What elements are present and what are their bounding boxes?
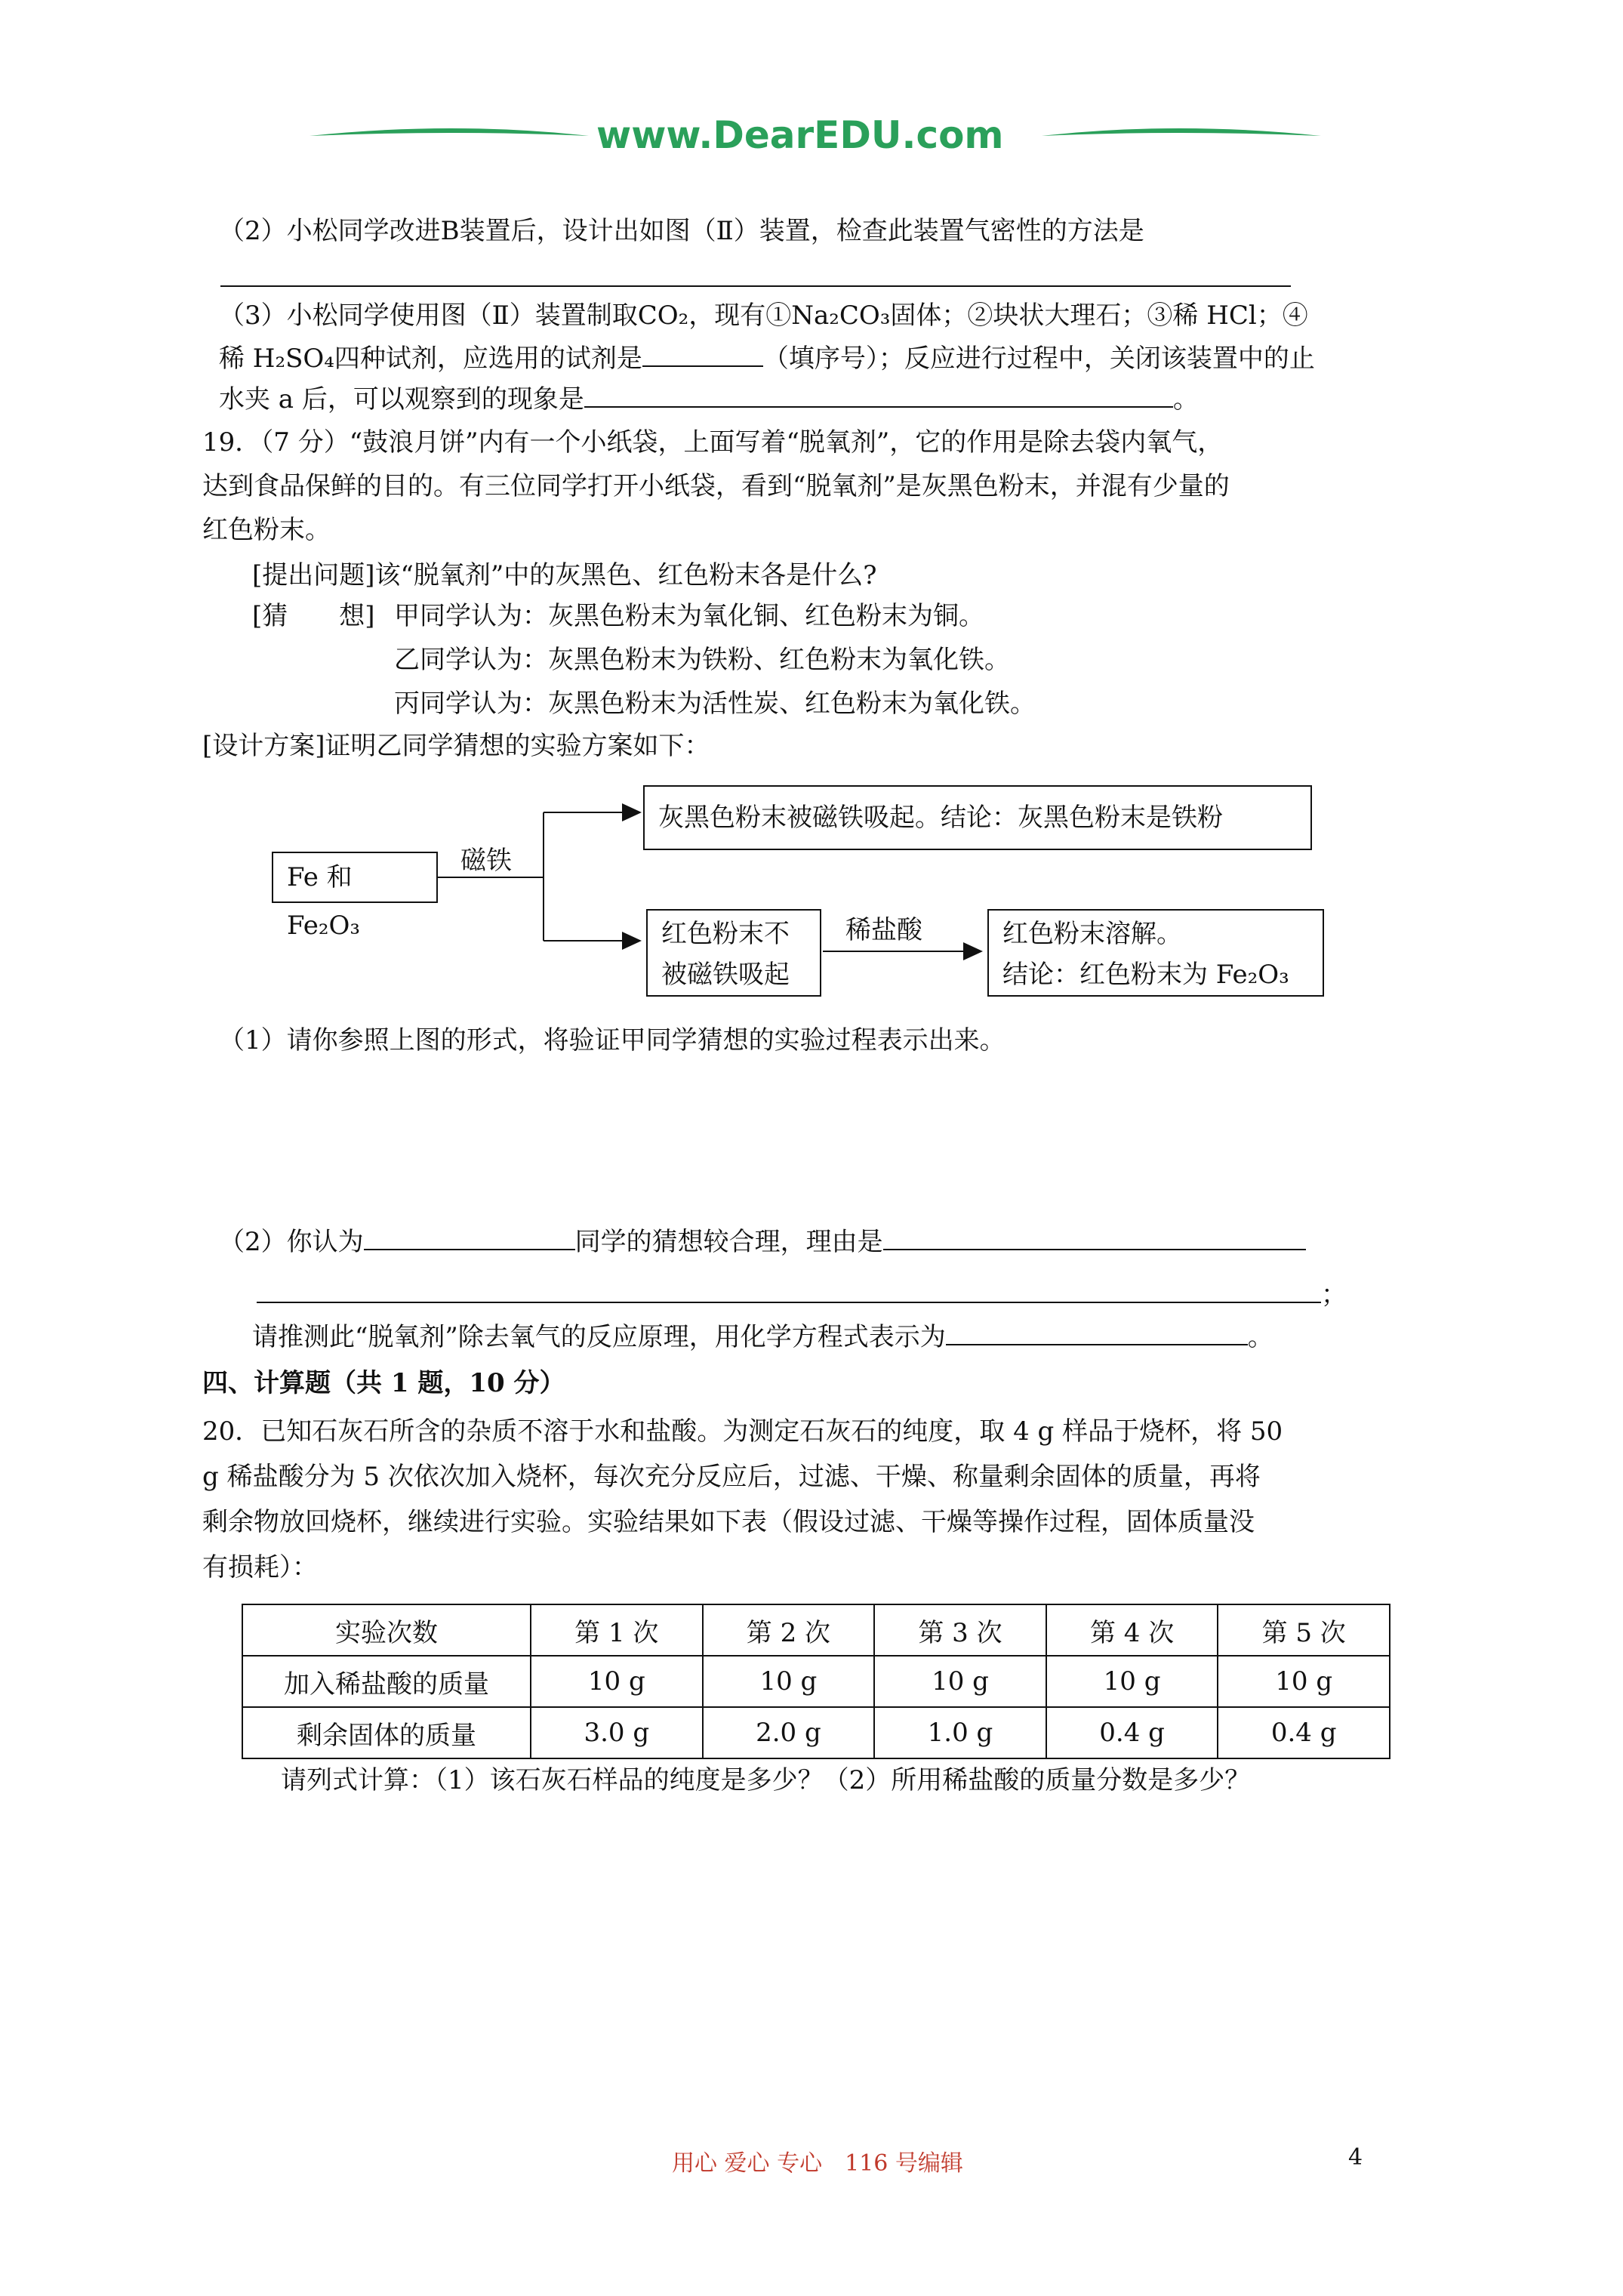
flow-bottom-line2: 被磁铁吸起 — [661, 960, 790, 990]
table-header-cell: 实验次数 — [242, 1604, 531, 1656]
flow-bottom-box — [646, 909, 821, 997]
flow-result-box — [987, 909, 1324, 997]
blank-reason-cont — [257, 1276, 1321, 1303]
flow-result-line1: 红色粉末溶解。 — [1002, 919, 1182, 949]
blank-equation — [946, 1318, 1248, 1345]
flow-result-line2: 结论：红色粉末为 Fe₂O₃ — [1002, 960, 1289, 990]
q20-ask: 请列式计算：（1）该石灰石样品的纯度是多少？（2）所用稀盐酸的质量分数是多少？ — [281, 1765, 1251, 1795]
q19-guess-c: 丙同学认为：灰黑色粉末为活性炭、红色粉末为氧化铁。 — [394, 689, 1036, 719]
q20-line1: 20．已知石灰石所含的杂质不溶于水和盐酸。为测定石灰石的纯度，取 4 g 样品于烧杯，将 50 — [202, 1416, 1283, 1447]
table-header-cell: 第 3 次 — [874, 1604, 1046, 1656]
table-cell: 10 g — [1218, 1656, 1390, 1707]
q19-guess-a: 甲同学认为：灰黑色粉末为氧化铜、红色粉末为铜。 — [394, 601, 984, 631]
q19-sub3: 请推测此“脱氧剂”除去氧气的反应原理，用化学方程式表示为 。 — [252, 1318, 1273, 1354]
q19-line3: 红色粉末。 — [202, 515, 331, 545]
table-cell: 10 g — [874, 1656, 1046, 1707]
q19-guess-label: [猜 想] — [252, 601, 375, 631]
table-cell: 10 g — [703, 1656, 875, 1707]
table-row — [242, 1656, 1390, 1707]
q19-sub1: （1）请你参照上图的形式，将验证甲同学猜想的实验过程表示出来。 — [219, 1025, 1006, 1056]
q19-sub2: （2）你认为 同学的猜想较合理，理由是 — [219, 1223, 1306, 1259]
table-cell: 0.4 g — [1046, 1707, 1218, 1758]
page-number: 4 — [1348, 2144, 1363, 2171]
table-row — [242, 1707, 1390, 1758]
section-title: 四、计算题（共 1 题，10 分） — [202, 1368, 565, 1398]
flow-top-box: 灰黑色粉末被磁铁吸起。结论：灰黑色粉末是铁粉 — [643, 785, 1312, 850]
table-header-cell: 第 5 次 — [1218, 1604, 1390, 1656]
table-cell: 10 g — [531, 1656, 703, 1707]
table-cell: 3.0 g — [531, 1707, 703, 1758]
q19-guess-b: 乙同学认为：灰黑色粉末为铁粉、红色粉末为氧化铁。 — [394, 645, 1010, 675]
flow-start-box: Fe 和 Fe₂O₃ — [272, 852, 438, 903]
table-cell: 1.0 g — [874, 1707, 1046, 1758]
results-table — [242, 1604, 1390, 1759]
flow-acid-label: 稀盐酸 — [845, 915, 922, 945]
table-cell: 剩余固体的质量 — [242, 1707, 531, 1758]
site-banner: www.DearEDU.com — [596, 113, 1004, 157]
blank-reason — [883, 1223, 1306, 1250]
blank-student — [364, 1223, 575, 1250]
q19-sub2-cont: ； — [257, 1276, 1347, 1311]
footer-text: 用心 爱心 专心 116 号编辑 — [672, 2150, 963, 2177]
table-header-row — [242, 1604, 1390, 1656]
q19-line2: 达到食品保鲜的目的。有三位同学打开小纸袋，看到“脱氧剂”是灰黑色粉末，并混有少量的 — [202, 471, 1230, 501]
q18-part2: （2）小松同学改进B装置后，设计出如图（Ⅱ）装置，检查此装置气密性的方法是 — [219, 216, 1144, 246]
table-cell: 10 g — [1046, 1656, 1218, 1707]
q18-part3-line3: 水夹 a 后，可以观察到的现象是 。 — [219, 381, 1199, 416]
table-header-cell: 第 4 次 — [1046, 1604, 1218, 1656]
table-cell: 加入稀盐酸的质量 — [242, 1656, 531, 1707]
q19-question: [提出问题]该“脱氧剂”中的灰黑色、红色粉末各是什么? — [252, 560, 877, 590]
table-header-cell: 第 1 次 — [531, 1604, 703, 1656]
q19-design: [设计方案]证明乙同学猜想的实验方案如下： — [202, 731, 710, 761]
flow-magnet-label: 磁铁 — [460, 846, 512, 876]
q18-part3-line2: 稀 H₂SO₄四种试剂，应选用的试剂是 （填序号）；反应进行过程中，关闭该装置中的止 — [219, 340, 1315, 375]
q20-line3: 剩余物放回烧杯，继续进行实验。实验结果如下表（假设过滤、干燥等操作过程，固体质量没 — [202, 1507, 1255, 1537]
table-header-cell: 第 2 次 — [703, 1604, 875, 1656]
flow-bottom-line1: 红色粉末不 — [661, 919, 790, 949]
table-cell: 2.0 g — [703, 1707, 875, 1758]
q18-part3-line1: （3）小松同学使用图（Ⅱ）装置制取CO₂，现有①Na₂CO₃固体；②块状大理石；③稀 HCl；④ — [219, 300, 1308, 331]
q20-line4: 有损耗）： — [202, 1552, 318, 1583]
q20-line2: g 稀盐酸分为 5 次依次加入烧杯，每次充分反应后，过滤、干燥、称量剩余固体的质量，再将 — [202, 1462, 1261, 1492]
q19-line1: 19．（7 分）“鼓浪月饼”内有一个小纸袋，上面写着“脱氧剂”，它的作用是除去袋内氧气， — [202, 427, 1224, 458]
table-cell: 0.4 g — [1218, 1707, 1390, 1758]
